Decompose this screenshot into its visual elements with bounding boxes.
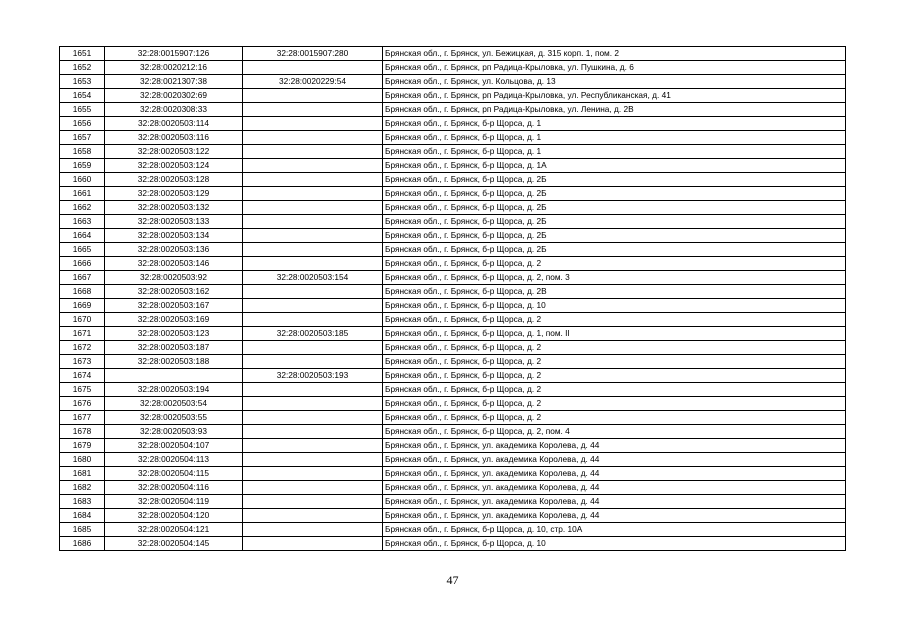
table-row	[60, 75, 846, 89]
related-cadastral-number-cell	[243, 159, 383, 173]
table-row	[60, 89, 846, 103]
table-row	[60, 61, 846, 75]
address-cell: Брянская обл., г. Брянск, рп Радица-Крыловка, ул. Ленина, д. 2В	[383, 103, 846, 117]
cadastral-number-cell: 32:28:0021307:38	[105, 75, 243, 89]
address-cell: Брянская обл., г. Брянск, ул. академика Королева, д. 44	[383, 453, 846, 467]
cadastral-number-cell: 32:28:0020503:93	[105, 425, 243, 439]
address-cell: Брянская обл., г. Брянск, б-р Щорса, д. 2	[383, 341, 846, 355]
cadastral-number-cell: 32:28:0020504:120	[105, 509, 243, 523]
row-number-cell: 1675	[60, 383, 105, 397]
address-cell: Брянская обл., г. Брянск, б-р Щорса, д. 2	[383, 257, 846, 271]
related-cadastral-number-cell	[243, 103, 383, 117]
cadastral-number-cell: 32:28:0020503:134	[105, 229, 243, 243]
address-cell: Брянская обл., г. Брянск, б-р Щорса, д. 2Б	[383, 215, 846, 229]
related-cadastral-number-cell	[243, 495, 383, 509]
related-cadastral-number-cell	[243, 229, 383, 243]
address-cell: Брянская обл., г. Брянск, ул. академика Королева, д. 44	[383, 495, 846, 509]
row-number-cell: 1686	[60, 537, 105, 551]
address-cell: Брянская обл., г. Брянск, б-р Щорса, д. 2Б	[383, 201, 846, 215]
address-cell: Брянская обл., г. Брянск, рп Радица-Крыловка, ул. Пушкина, д. 6	[383, 61, 846, 75]
table-row	[60, 187, 846, 201]
related-cadastral-number-cell	[243, 285, 383, 299]
address-cell: Брянская обл., г. Брянск, б-р Щорса, д. 1	[383, 131, 846, 145]
row-number-cell: 1670	[60, 313, 105, 327]
related-cadastral-number-cell	[243, 481, 383, 495]
address-cell: Брянская обл., г. Брянск, ул. Бежицкая, д. 315 корп. 1, пом. 2	[383, 47, 846, 61]
related-cadastral-number-cell: 32:28:0020503:185	[243, 327, 383, 341]
row-number-cell: 1679	[60, 439, 105, 453]
cadastral-number-cell: 32:28:0020503:162	[105, 285, 243, 299]
row-number-cell: 1680	[60, 453, 105, 467]
table-row	[60, 369, 846, 383]
cadastral-number-cell: 32:28:0020503:54	[105, 397, 243, 411]
address-cell: Брянская обл., г. Брянск, рп Радица-Крыловка, ул. Республиканская, д. 41	[383, 89, 846, 103]
address-cell: Брянская обл., г. Брянск, б-р Щорса, д. 2Б	[383, 243, 846, 257]
cadastral-number-cell: 32:28:0020504:119	[105, 495, 243, 509]
address-cell: Брянская обл., г. Брянск, б-р Щорса, д. 2	[383, 369, 846, 383]
related-cadastral-number-cell	[243, 439, 383, 453]
related-cadastral-number-cell	[243, 383, 383, 397]
row-number-cell: 1656	[60, 117, 105, 131]
row-number-cell: 1673	[60, 355, 105, 369]
related-cadastral-number-cell	[243, 467, 383, 481]
related-cadastral-number-cell	[243, 299, 383, 313]
cadastral-number-cell	[105, 369, 243, 383]
table-row	[60, 271, 846, 285]
cadastral-number-cell: 32:28:0020504:115	[105, 467, 243, 481]
row-number-cell: 1660	[60, 173, 105, 187]
related-cadastral-number-cell	[243, 397, 383, 411]
registry-table-container	[59, 46, 845, 551]
table-row	[60, 341, 846, 355]
cadastral-number-cell: 32:28:0020308:33	[105, 103, 243, 117]
table-row	[60, 257, 846, 271]
table-row	[60, 229, 846, 243]
row-number-cell: 1651	[60, 47, 105, 61]
address-cell: Брянская обл., г. Брянск, б-р Щорса, д. 2, пом. 4	[383, 425, 846, 439]
cadastral-number-cell: 32:28:0015907:126	[105, 47, 243, 61]
table-row	[60, 201, 846, 215]
address-cell: Брянская обл., г. Брянск, б-р Щорса, д. 2	[383, 355, 846, 369]
row-number-cell: 1657	[60, 131, 105, 145]
related-cadastral-number-cell: 32:28:0015907:280	[243, 47, 383, 61]
address-cell: Брянская обл., г. Брянск, б-р Щорса, д. 2, пом. 3	[383, 271, 846, 285]
address-cell: Брянская обл., г. Брянск, б-р Щорса, д. 1	[383, 117, 846, 131]
table-row	[60, 523, 846, 537]
address-cell: Брянская обл., г. Брянск, б-р Щорса, д. 10	[383, 299, 846, 313]
related-cadastral-number-cell: 32:28:0020229:54	[243, 75, 383, 89]
table-row	[60, 103, 846, 117]
row-number-cell: 1676	[60, 397, 105, 411]
row-number-cell: 1662	[60, 201, 105, 215]
address-cell: Брянская обл., г. Брянск, б-р Щорса, д. 2В	[383, 285, 846, 299]
address-cell: Брянская обл., г. Брянск, б-р Щорса, д. 2	[383, 397, 846, 411]
cadastral-number-cell: 32:28:0020503:146	[105, 257, 243, 271]
row-number-cell: 1668	[60, 285, 105, 299]
related-cadastral-number-cell: 32:28:0020503:193	[243, 369, 383, 383]
related-cadastral-number-cell	[243, 523, 383, 537]
row-number-cell: 1681	[60, 467, 105, 481]
related-cadastral-number-cell	[243, 89, 383, 103]
table-row	[60, 397, 846, 411]
related-cadastral-number-cell	[243, 173, 383, 187]
cadastral-number-cell: 32:28:0020504:145	[105, 537, 243, 551]
row-number-cell: 1655	[60, 103, 105, 117]
cadastral-number-cell: 32:28:0020503:187	[105, 341, 243, 355]
related-cadastral-number-cell	[243, 215, 383, 229]
row-number-cell: 1654	[60, 89, 105, 103]
address-cell: Брянская обл., г. Брянск, б-р Щорса, д. 2Б	[383, 187, 846, 201]
table-row	[60, 355, 846, 369]
related-cadastral-number-cell	[243, 187, 383, 201]
table-row	[60, 453, 846, 467]
related-cadastral-number-cell	[243, 145, 383, 159]
related-cadastral-number-cell: 32:28:0020503:154	[243, 271, 383, 285]
cadastral-number-cell: 32:28:0020503:92	[105, 271, 243, 285]
table-row	[60, 313, 846, 327]
cadastral-number-cell: 32:28:0020503:188	[105, 355, 243, 369]
cadastral-number-cell: 32:28:0020503:128	[105, 173, 243, 187]
related-cadastral-number-cell	[243, 131, 383, 145]
row-number-cell: 1661	[60, 187, 105, 201]
related-cadastral-number-cell	[243, 257, 383, 271]
address-cell: Брянская обл., г. Брянск, ул. Кольцова, д. 13	[383, 75, 846, 89]
table-row	[60, 467, 846, 481]
related-cadastral-number-cell	[243, 313, 383, 327]
row-number-cell: 1682	[60, 481, 105, 495]
row-number-cell: 1667	[60, 271, 105, 285]
row-number-cell: 1678	[60, 425, 105, 439]
row-number-cell: 1658	[60, 145, 105, 159]
row-number-cell: 1683	[60, 495, 105, 509]
table-row	[60, 495, 846, 509]
row-number-cell: 1685	[60, 523, 105, 537]
cadastral-number-cell: 32:28:0020504:113	[105, 453, 243, 467]
table-row	[60, 243, 846, 257]
address-cell: Брянская обл., г. Брянск, б-р Щорса, д. 2	[383, 383, 846, 397]
table-row	[60, 215, 846, 229]
address-cell: Брянская обл., г. Брянск, ул. академика Королева, д. 44	[383, 467, 846, 481]
registry-table-body	[60, 47, 846, 551]
table-row	[60, 285, 846, 299]
related-cadastral-number-cell	[243, 117, 383, 131]
address-cell: Брянская обл., г. Брянск, б-р Щорса, д. 2	[383, 411, 846, 425]
table-row	[60, 411, 846, 425]
cadastral-number-cell: 32:28:0020212:16	[105, 61, 243, 75]
table-row	[60, 47, 846, 61]
address-cell: Брянская обл., г. Брянск, ул. академика Королева, д. 44	[383, 439, 846, 453]
cadastral-number-cell: 32:28:0020503:132	[105, 201, 243, 215]
table-row	[60, 159, 846, 173]
table-row	[60, 145, 846, 159]
row-number-cell: 1663	[60, 215, 105, 229]
address-cell: Брянская обл., г. Брянск, б-р Щорса, д. 1, пом. II	[383, 327, 846, 341]
cadastral-number-cell: 32:28:0020503:167	[105, 299, 243, 313]
related-cadastral-number-cell	[243, 537, 383, 551]
registry-table	[59, 46, 846, 551]
row-number-cell: 1669	[60, 299, 105, 313]
table-row	[60, 481, 846, 495]
cadastral-number-cell: 32:28:0020504:116	[105, 481, 243, 495]
page-number: 47	[446, 573, 459, 587]
row-number-cell: 1653	[60, 75, 105, 89]
address-cell: Брянская обл., г. Брянск, б-р Щорса, д. 2	[383, 313, 846, 327]
row-number-cell: 1666	[60, 257, 105, 271]
address-cell: Брянская обл., г. Брянск, б-р Щорса, д. 10	[383, 537, 846, 551]
address-cell: Брянская обл., г. Брянск, б-р Щорса, д. 2Б	[383, 173, 846, 187]
row-number-cell: 1672	[60, 341, 105, 355]
address-cell: Брянская обл., г. Брянск, б-р Щорса, д. 10, стр. 10А	[383, 523, 846, 537]
table-row	[60, 439, 846, 453]
cadastral-number-cell: 32:28:0020503:124	[105, 159, 243, 173]
table-row	[60, 537, 846, 551]
table-row	[60, 327, 846, 341]
row-number-cell: 1674	[60, 369, 105, 383]
cadastral-number-cell: 32:28:0020503:55	[105, 411, 243, 425]
cadastral-number-cell: 32:28:0020503:133	[105, 215, 243, 229]
cadastral-number-cell: 32:28:0020503:116	[105, 131, 243, 145]
table-row	[60, 173, 846, 187]
related-cadastral-number-cell	[243, 201, 383, 215]
table-row	[60, 383, 846, 397]
address-cell: Брянская обл., г. Брянск, ул. академика Королева, д. 44	[383, 509, 846, 523]
related-cadastral-number-cell	[243, 61, 383, 75]
row-number-cell: 1659	[60, 159, 105, 173]
cadastral-number-cell: 32:28:0020503:136	[105, 243, 243, 257]
cadastral-number-cell: 32:28:0020504:107	[105, 439, 243, 453]
related-cadastral-number-cell	[243, 341, 383, 355]
table-row	[60, 425, 846, 439]
row-number-cell: 1677	[60, 411, 105, 425]
address-cell: Брянская обл., г. Брянск, б-р Щорса, д. 1	[383, 145, 846, 159]
table-row	[60, 117, 846, 131]
table-row	[60, 509, 846, 523]
address-cell: Брянская обл., г. Брянск, б-р Щорса, д. 1А	[383, 159, 846, 173]
cadastral-number-cell: 32:28:0020503:169	[105, 313, 243, 327]
related-cadastral-number-cell	[243, 243, 383, 257]
cadastral-number-cell: 32:28:0020504:121	[105, 523, 243, 537]
cadastral-number-cell: 32:28:0020503:114	[105, 117, 243, 131]
cadastral-number-cell: 32:28:0020503:194	[105, 383, 243, 397]
cadastral-number-cell: 32:28:0020302:69	[105, 89, 243, 103]
row-number-cell: 1664	[60, 229, 105, 243]
row-number-cell: 1684	[60, 509, 105, 523]
row-number-cell: 1652	[60, 61, 105, 75]
related-cadastral-number-cell	[243, 453, 383, 467]
related-cadastral-number-cell	[243, 425, 383, 439]
address-cell: Брянская обл., г. Брянск, ул. академика Королева, д. 44	[383, 481, 846, 495]
related-cadastral-number-cell	[243, 355, 383, 369]
related-cadastral-number-cell	[243, 509, 383, 523]
table-row	[60, 299, 846, 313]
table-row	[60, 131, 846, 145]
row-number-cell: 1671	[60, 327, 105, 341]
row-number-cell: 1665	[60, 243, 105, 257]
cadastral-number-cell: 32:28:0020503:122	[105, 145, 243, 159]
related-cadastral-number-cell	[243, 411, 383, 425]
cadastral-number-cell: 32:28:0020503:129	[105, 187, 243, 201]
cadastral-number-cell: 32:28:0020503:123	[105, 327, 243, 341]
address-cell: Брянская обл., г. Брянск, б-р Щорса, д. 2Б	[383, 229, 846, 243]
